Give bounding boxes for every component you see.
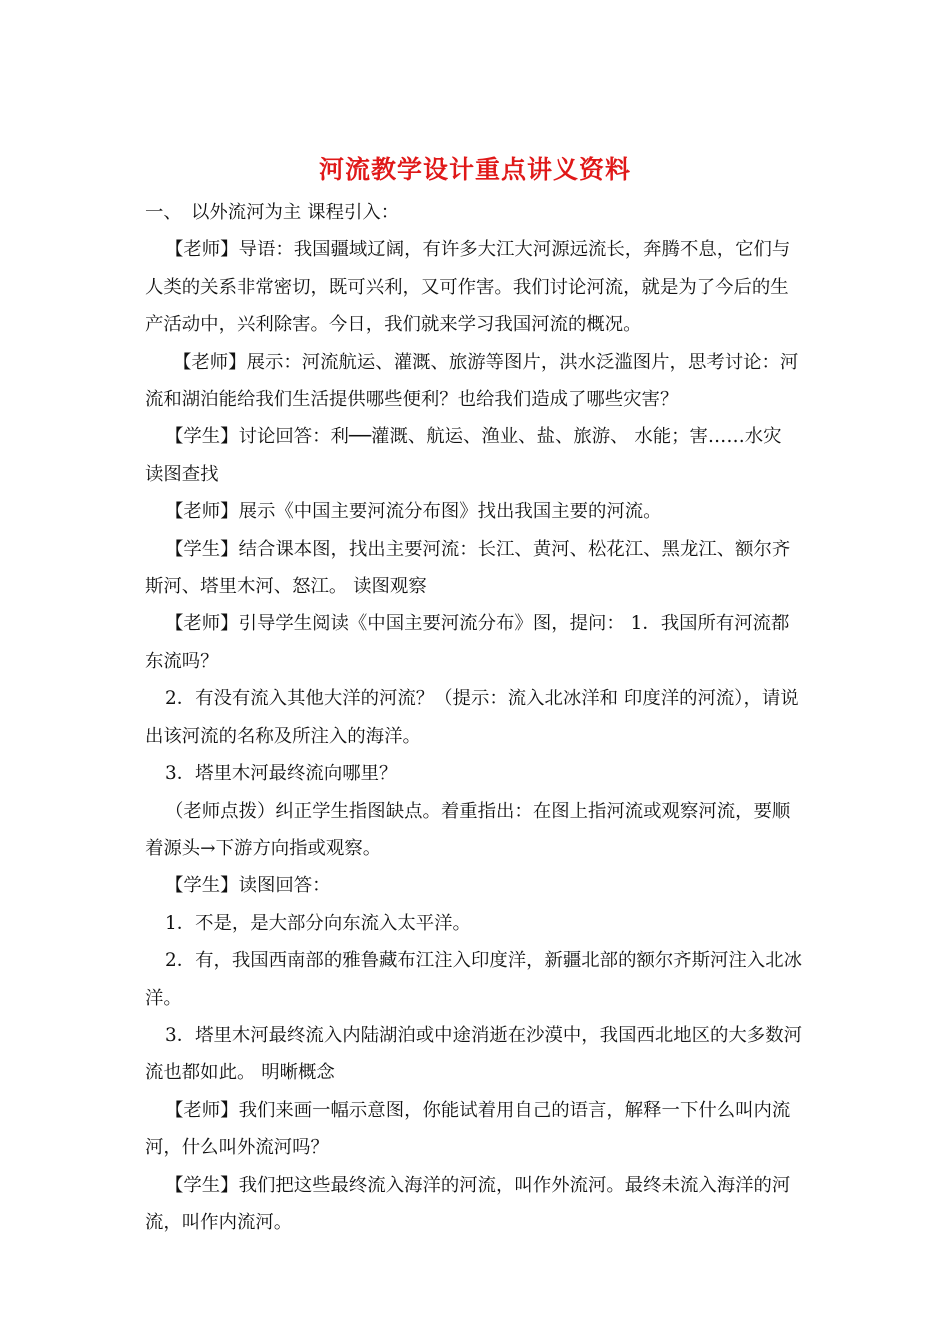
- paragraph: 【老师】导语：我国疆域辽阔，有许多大江大河源远流长，奔腾不息，它们与人类的关系非常密切，既可兴利，又可作害。我们讨论河流，就是为了今后的生产活动中，兴利除害。今日，我们就来学习我国河流的概况。: [145, 239, 791, 336]
- paragraph: 【老师】展示《中国主要河流分布图》找出我国主要的河流。: [165, 501, 662, 523]
- paragraph: 【老师】展示：河流航运、灌溉、旅游等图片，洪水泛滥图片，思考讨论：河流和湖泊能给我们生活提供哪些便利？也给我们造成了哪些灾害？: [145, 351, 799, 411]
- paragraph: 【老师】我们来画一幅示意图，你能试着用自己的语言，解释一下什么叫内流河，什么叫外流河吗？: [145, 1099, 791, 1159]
- document-title: 河流教学设计重点讲义资料: [318, 155, 631, 184]
- paragraph: （老师点拨）纠正学生指图缺点。着重指出：在图上指河流或观察河流，要顺着源头→下游方向指或观察。: [145, 800, 791, 859]
- paragraph: 【学生】读图回答：: [165, 875, 331, 897]
- paragraph: 【学生】结合课本图，找出主要河流：长江、黄河、松花江、黑龙江、额尔齐斯河、塔里木河、怒江。 读图观察: [145, 538, 791, 598]
- paragraph: 2．有没有流入其他大洋的河流？（提示：流入北冰洋和 印度洋的河流），请说出该河流的名称及所注入的海洋。: [145, 688, 799, 747]
- paragraph: 2．有，我国西南部的雅鲁藏布江注入印度洋，新疆北部的额尔齐斯河注入北冰洋。: [145, 950, 802, 1009]
- paragraph: 1．不是，是大部分向东流入太平洋。: [165, 912, 471, 934]
- paragraph: 【老师】引导学生阅读《中国主要河流分布》图，提问： 1．我国所有河流都东流吗？: [145, 613, 790, 672]
- paragraph: 【学生】我们把这些最终流入海洋的河流，叫作外流河。最终未流入海洋的河流，叫作内流河。: [145, 1174, 791, 1233]
- paragraph: 3．塔里木河最终流向哪里？: [165, 763, 398, 785]
- paragraph: 3．塔里木河最终流入内陆湖泊或中途消逝在沙漠中，我国西北地区的大多数河流也都如此。 明晰概念: [145, 1024, 802, 1084]
- document-body: [145, 194, 805, 1241]
- section-heading: 一、 以外流河为主 课程引入：: [145, 202, 400, 223]
- paragraph: 【学生】讨论回答：利──灌溉、航运、渔业、盐、旅游、 水能；害……水灾 读图查找: [145, 426, 782, 485]
